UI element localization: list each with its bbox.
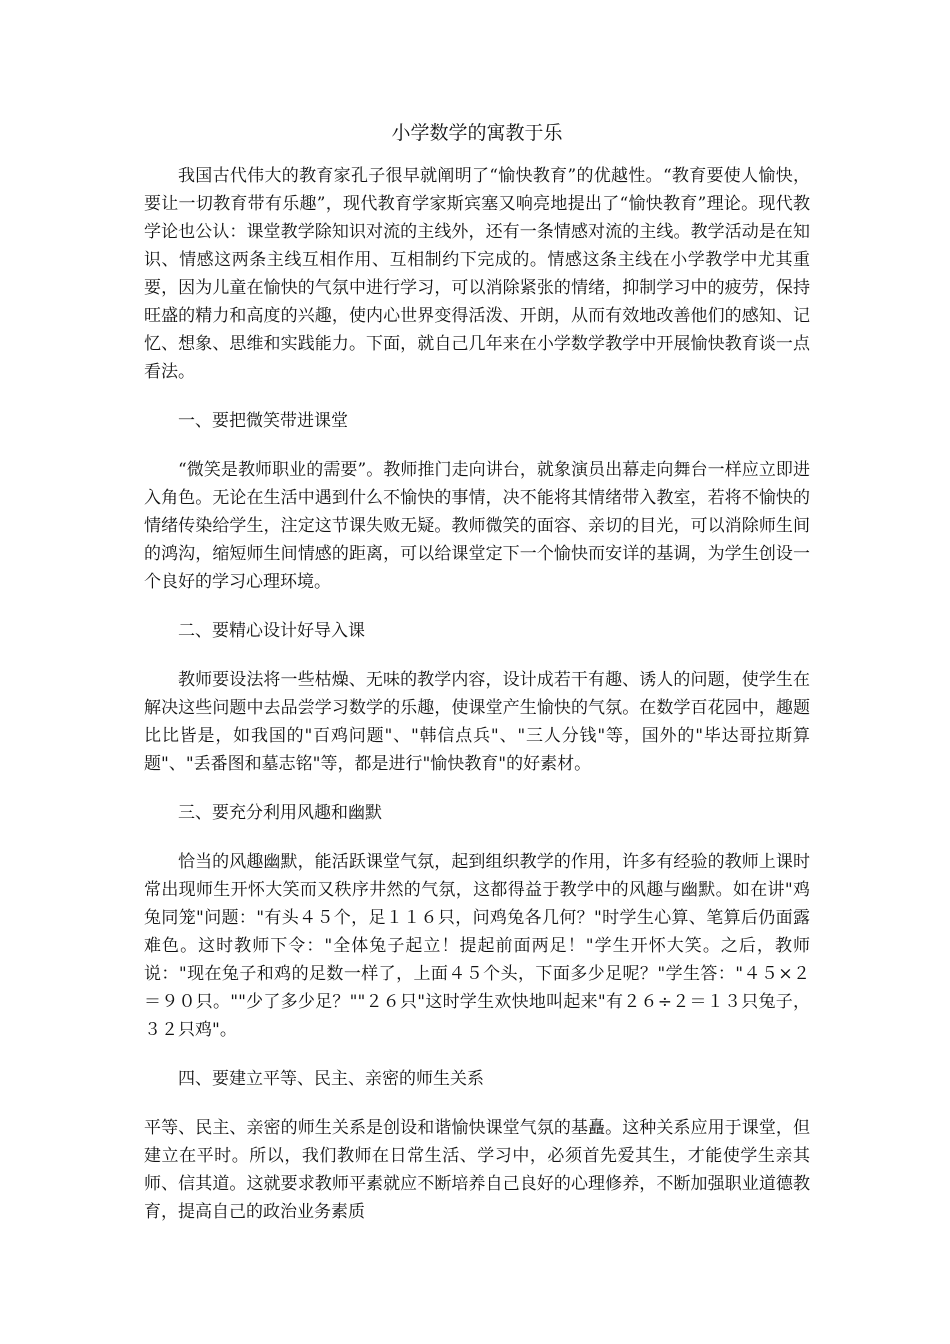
section-body-4: 平等、民主、亲密的师生关系是创设和谐愉快课堂气氛的基矗。这种关系应用于课堂，但建立在平时。所以，我们教师在日常生活、学习中，必须首先爱其生，才能使学生亲其师、信其道。这就要求教师平素就应不断培养自己良好的心理修养，不断加强职业道德教育，提高自己的政治业务素质: [144, 1118, 810, 1222]
section-heading-4: 四、要建立平等、民主、亲密的师生关系: [178, 1069, 484, 1089]
section-body-1: “微笑是教师职业的需要”。教师推门走向讲台，就象演员出幕走向舞台一样应立即进入角色。无论在生活中遇到什么不愉快的事情，决不能将其情绪带入教室，若将不愉快的情绪传染给学生，注定这节课失败无疑。教师微笑的面容、亲切的目光，可以消除师生间的鸿沟，缩短师生间情感的距离，可以给课堂定下一个愉快而安详的基调，为学生创设一个良好的学习心理环境。: [144, 460, 810, 592]
section-heading-2: 二、要精心设计好导入课: [178, 621, 365, 641]
section-body-2: 教师要设法将一些枯燥、无味的教学内容，设计成若干有趣、诱人的问题，使学生在解决这些问题中去品尝学习数学的乐趣，使课堂产生愉快的气氛。在数学百花园中，趣题比比皆是，如我国的"百鸡问题"、"韩信点兵"、"三人分钱"等，国外的"毕达哥拉斯算题"、"丢番图和墓志铭"等，都是进行"愉快教育"的好素材。: [144, 670, 810, 774]
section-body-3: 恰当的风趣幽默，能活跃课堂气氛，起到组织教学的作用，许多有经验的教师上课时常出现师生开怀大笑而又秩序井然的气氛，这都得益于教学中的风趣与幽默。如在讲"鸡兔同笼"问题："有头４５个，足１１６只，问鸡兔各几何？"时学生心算、笔算后仍面露难色。这时教师下令："全体兔子起立！提起前面两足！"学生开怀大笑。之后，教师说："现在兔子和鸡的足数一样了，上面４５个头，下面多少足呢？"学生答："４５×２＝９０只。""少了多少足？""２６只"这时学生欢快地叫起来"有２６÷２＝１３只兔子，３２只鸡"。: [144, 852, 810, 1040]
document-title: 小学数学的寓教于乐: [391, 122, 563, 144]
document-page: [144, 120, 810, 1226]
section-heading-1: 一、要把微笑带进课堂: [178, 411, 348, 431]
section-heading-3: 三、要充分利用风趣和幽默: [178, 803, 382, 823]
intro-paragraph: 我国古代伟大的教育家孔子很早就阐明了“愉快教育”的优越性。“教育要使人愉快，要让一切教育带有乐趣”，现代教育学家斯宾塞又响亮地提出了“愉快教育”理论。现代教学论也公认：课堂教学除知识对流的主线外，还有一条情感对流的主线。教学活动是在知识、情感这两条主线互相作用、互相制约下完成的。情感这条主线在小学教学中尤其重要，因为儿童在愉快的气氛中进行学习，可以消除紧张的情绪，抑制学习中的疲劳，保持旺盛的精力和高度的兴趣，使内心世界变得活泼、开朗，从而有效地改善他们的感知、记忆、想象、思维和实践能力。下面，就自己几年来在小学数学教学中开展愉快教育谈一点看法。: [144, 166, 810, 382]
